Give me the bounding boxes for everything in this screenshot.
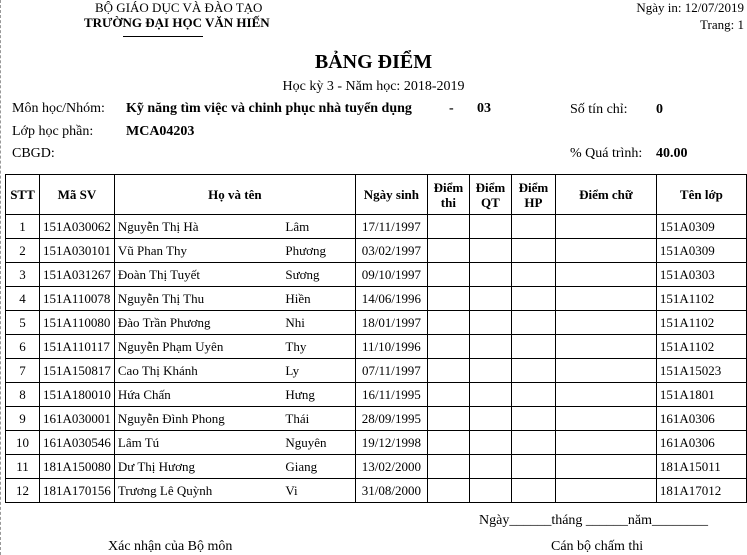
table-header-row: [6, 175, 747, 215]
cell-score-words: [555, 359, 656, 383]
table-row: [6, 455, 747, 479]
cell-class-name: 151A1801: [656, 383, 746, 407]
cell-class-name: 151A0303: [656, 263, 746, 287]
col-header-stt: STT: [6, 175, 40, 215]
cell-class-name: 151A0309: [656, 239, 746, 263]
table-row: [6, 407, 747, 431]
cell-score-words: [555, 431, 656, 455]
cell-student-id: 151A150817: [40, 359, 115, 383]
cell-score-words: [555, 407, 656, 431]
cell-last-name: Dư Thị Hương: [114, 455, 282, 479]
group-value: 03: [477, 101, 491, 116]
cell-first-name: Hiền: [282, 287, 355, 311]
cell-first-name: Giang: [282, 455, 355, 479]
cell-last-name: Hứa Chấn: [114, 383, 282, 407]
cell-student-id: 181A170156: [40, 479, 115, 503]
cell-course-score: [511, 455, 555, 479]
cell-last-name: Nguyễn Thị Thu: [114, 287, 282, 311]
cell-exam-score: [427, 215, 469, 239]
cell-exam-score: [427, 431, 469, 455]
table-row: [6, 215, 747, 239]
subject-dash: -: [449, 101, 454, 116]
cell-stt: 5: [6, 311, 40, 335]
cell-birth-date: 31/08/2000: [355, 479, 427, 503]
grader-signature-label: Cán bộ chấm thi: [551, 539, 644, 554]
cell-score-words: [555, 383, 656, 407]
cell-last-name: Trương Lê Quỳnh: [114, 479, 282, 503]
cell-course-score: [511, 479, 555, 503]
cell-class-name: 151A1102: [656, 287, 746, 311]
cell-exam-score: [427, 263, 469, 287]
col-header-course-score: Điểm HP: [511, 175, 555, 215]
cell-class-name: 151A1102: [656, 311, 746, 335]
table-row: [6, 287, 747, 311]
cell-class-name: 151A0309: [656, 215, 746, 239]
cell-class-name: 181A15011: [656, 455, 746, 479]
cell-course-score: [511, 215, 555, 239]
cell-first-name: Lâm: [282, 215, 355, 239]
cell-exam-score: [427, 287, 469, 311]
cell-exam-score: [427, 455, 469, 479]
document-title: BẢNG ĐIỂM: [314, 51, 433, 73]
cell-last-name: Nguyễn Phạm Uyên: [114, 335, 282, 359]
class-section-label: Lớp học phần:: [12, 124, 94, 139]
cell-birth-date: 19/12/1998: [355, 431, 427, 455]
cell-birth-date: 16/11/1995: [355, 383, 427, 407]
cell-student-id: 151A180010: [40, 383, 115, 407]
col-header-student-id: Mã SV: [40, 175, 115, 215]
cell-student-id: 151A110078: [40, 287, 115, 311]
table-body: [6, 215, 747, 503]
grade-table: [5, 174, 747, 503]
class-section-value: MCA04203: [126, 124, 195, 139]
cell-class-name: 181A17012: [656, 479, 746, 503]
cell-last-name: Nguyễn Đình Phong: [114, 407, 282, 431]
cell-score-words: [555, 455, 656, 479]
cell-student-id: 151A031267: [40, 263, 115, 287]
cell-first-name: Phương: [282, 239, 355, 263]
cell-stt: 4: [6, 287, 40, 311]
cell-exam-score: [427, 239, 469, 263]
cell-process-score: [469, 383, 511, 407]
cell-process-score: [469, 431, 511, 455]
cell-student-id: 151A030062: [40, 215, 115, 239]
cell-course-score: [511, 287, 555, 311]
cell-process-score: [469, 455, 511, 479]
table-row: [6, 239, 747, 263]
subject-label: Môn học/Nhóm:: [12, 101, 105, 116]
process-percent-value: 40.00: [656, 146, 688, 161]
cell-score-words: [555, 335, 656, 359]
cell-course-score: [511, 239, 555, 263]
cell-birth-date: 07/11/1997: [355, 359, 427, 383]
cell-course-score: [511, 311, 555, 335]
cell-stt: 8: [6, 383, 40, 407]
cell-first-name: Thy: [282, 335, 355, 359]
cell-process-score: [469, 287, 511, 311]
col-header-score-words: Điểm chữ: [555, 175, 656, 215]
cell-score-words: [555, 287, 656, 311]
cell-score-words: [555, 263, 656, 287]
cell-process-score: [469, 215, 511, 239]
cell-score-words: [555, 311, 656, 335]
cell-score-words: [555, 215, 656, 239]
process-percent-label: % Quá trình:: [570, 146, 643, 161]
cell-process-score: [469, 311, 511, 335]
cell-birth-date: 03/02/1997: [355, 239, 427, 263]
table-row: [6, 335, 747, 359]
cell-exam-score: [427, 311, 469, 335]
cell-process-score: [469, 263, 511, 287]
cell-last-name: Cao Thị Khánh: [114, 359, 282, 383]
cell-stt: 1: [6, 215, 40, 239]
cell-course-score: [511, 431, 555, 455]
cell-process-score: [469, 479, 511, 503]
subject-value: Kỹ năng tìm việc và chinh phục nhà tuyển dụng: [126, 101, 412, 116]
cell-stt: 10: [6, 431, 40, 455]
cell-stt: 9: [6, 407, 40, 431]
cell-birth-date: 28/09/1995: [355, 407, 427, 431]
cell-class-name: 151A15023: [656, 359, 746, 383]
credits-label: Số tín chỉ:: [570, 102, 628, 117]
cell-last-name: Vũ Phan Thy: [114, 239, 282, 263]
cell-stt: 12: [6, 479, 40, 503]
cell-student-id: 161A030001: [40, 407, 115, 431]
col-header-process-score: Điểm QT: [469, 175, 511, 215]
date-line: Ngày______tháng ______năm________: [479, 513, 709, 528]
cell-course-score: [511, 263, 555, 287]
cell-stt: 6: [6, 335, 40, 359]
cell-score-words: [555, 479, 656, 503]
cell-first-name: Nhi: [282, 311, 355, 335]
cell-stt: 2: [6, 239, 40, 263]
school-name: TRƯỜNG ĐẠI HỌC VĂN HIẾN: [84, 15, 270, 30]
cell-exam-score: [427, 407, 469, 431]
credits-value: 0: [656, 102, 663, 117]
cell-process-score: [469, 359, 511, 383]
cell-birth-date: 09/10/1997: [355, 263, 427, 287]
cell-birth-date: 14/06/1996: [355, 287, 427, 311]
cell-stt: 7: [6, 359, 40, 383]
page-number: Trang: 1: [700, 17, 744, 32]
cell-last-name: Đoàn Thị Tuyết: [114, 263, 282, 287]
cell-exam-score: [427, 479, 469, 503]
cell-last-name: Lâm Tú: [114, 431, 282, 455]
cell-first-name: Vi: [282, 479, 355, 503]
cell-student-id: 151A110080: [40, 311, 115, 335]
cell-course-score: [511, 407, 555, 431]
cell-process-score: [469, 335, 511, 359]
cell-last-name: Đào Trần Phương: [114, 311, 282, 335]
cell-process-score: [469, 407, 511, 431]
cell-student-id: 161A030546: [40, 431, 115, 455]
cell-first-name: Hưng: [282, 383, 355, 407]
cell-exam-score: [427, 359, 469, 383]
cell-birth-date: 11/10/1996: [355, 335, 427, 359]
cell-student-id: 151A030101: [40, 239, 115, 263]
cell-stt: 11: [6, 455, 40, 479]
cell-first-name: Thái: [282, 407, 355, 431]
ministry-name: BỘ GIÁO DỤC VÀ ĐÀO TẠO: [95, 0, 263, 15]
cell-class-name: 161A0306: [656, 431, 746, 455]
cell-student-id: 151A110117: [40, 335, 115, 359]
col-header-class-name: Tên lớp: [656, 175, 746, 215]
cell-course-score: [511, 383, 555, 407]
table-row: [6, 431, 747, 455]
cell-course-score: [511, 335, 555, 359]
cell-process-score: [469, 239, 511, 263]
cell-birth-date: 13/02/2000: [355, 455, 427, 479]
cell-class-name: 151A1102: [656, 335, 746, 359]
cell-first-name: Sương: [282, 263, 355, 287]
dept-confirmation: Xác nhận của Bộ môn: [108, 539, 233, 554]
lecturer-label: CBGD:: [12, 146, 55, 161]
cell-birth-date: 18/01/1997: [355, 311, 427, 335]
cell-student-id: 181A150080: [40, 455, 115, 479]
table-row: [6, 311, 747, 335]
cell-course-score: [511, 359, 555, 383]
cell-last-name: Nguyễn Thị Hà: [114, 215, 282, 239]
cell-exam-score: [427, 335, 469, 359]
cell-birth-date: 17/11/1997: [355, 215, 427, 239]
cell-score-words: [555, 239, 656, 263]
col-header-birth-date: Ngày sinh: [355, 175, 427, 215]
table-row: [6, 359, 747, 383]
col-header-full-name: Họ và tên: [114, 175, 355, 215]
cell-exam-score: [427, 383, 469, 407]
print-date: Ngày in: 12/07/2019: [636, 0, 744, 15]
document-subtitle: Học kỳ 3 - Năm học: 2018-2019: [282, 79, 465, 94]
school-underline: [123, 36, 203, 37]
table-row: [6, 383, 747, 407]
cell-stt: 3: [6, 263, 40, 287]
table-row: [6, 479, 747, 503]
cell-first-name: Nguyên: [282, 431, 355, 455]
cell-class-name: 161A0306: [656, 407, 746, 431]
table-row: [6, 263, 747, 287]
cell-first-name: Ly: [282, 359, 355, 383]
col-header-exam-score: Điểm thi: [427, 175, 469, 215]
